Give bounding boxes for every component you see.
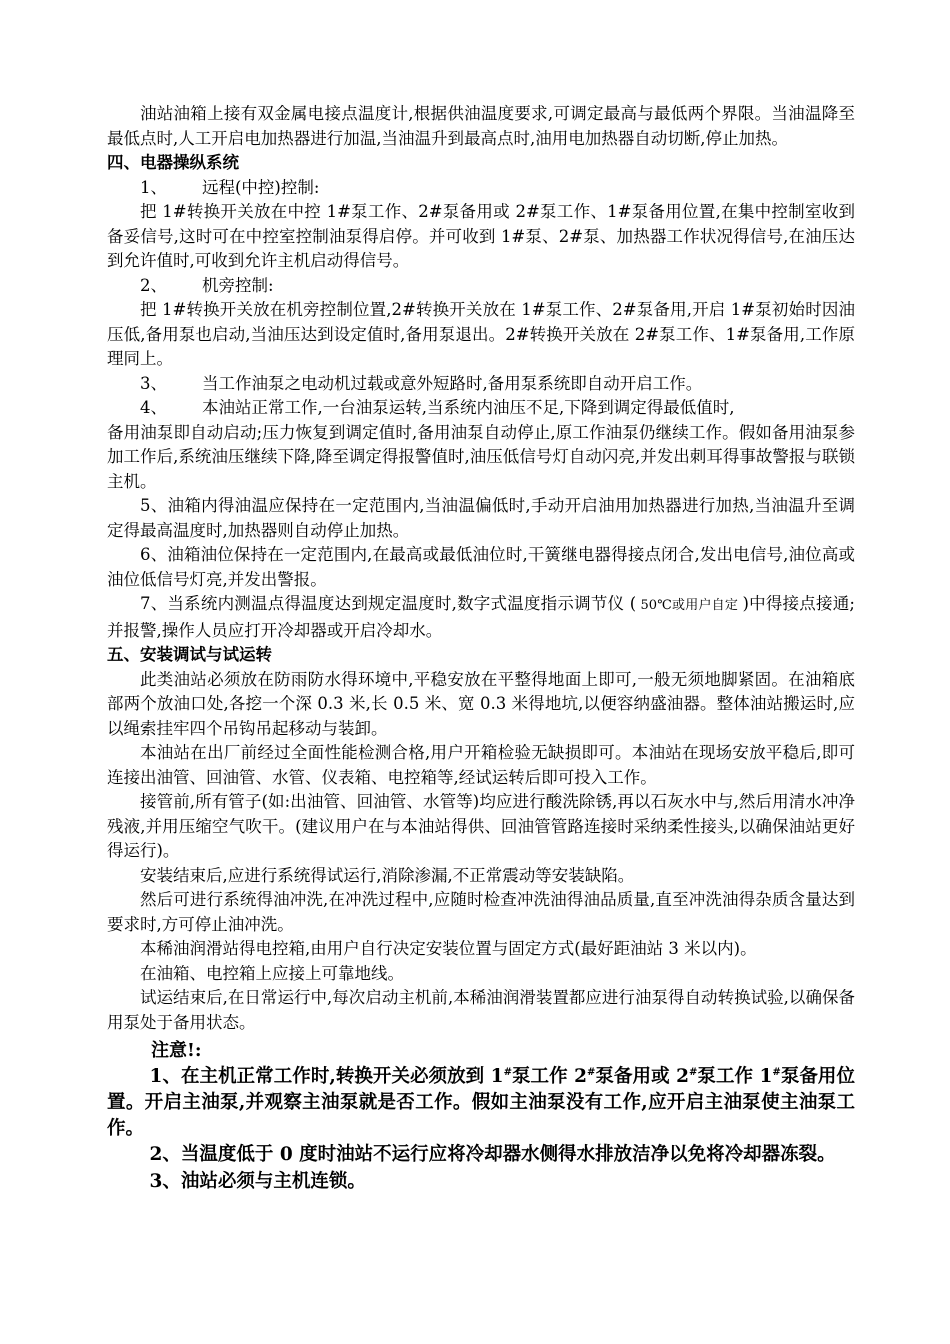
paragraph-install-connection: 本油站在出厂前经过全面性能检测合格,用户开箱检验无缺损即可。本油站在现场安放平稳后,即可连接出油管、回油管、水管、仪表箱、电控箱等,经试运转后即可投入工作。 bbox=[107, 743, 855, 787]
item-title: 远程(中控)控制: bbox=[202, 177, 320, 197]
text-run: 泵备用或 2 bbox=[595, 1066, 689, 1087]
paragraph-oil-level: 6、油箱油位保持在一定范围内,在最高或最低油位时,干簧继电器得接点闭合,发出电信号,油位高或油位低信号灯亮,并发出警报。 bbox=[107, 545, 855, 589]
item-text: 本油站正常工作,一台油泵运转,当系统内油压不足,下降到调定得最低值时, bbox=[202, 398, 735, 417]
list-item-overload bbox=[107, 372, 855, 397]
paragraph-remote-control: 把 1#转换开关放在中控 1#泵工作、2#泵备用或 2#泵工作、1#泵备用位置,在集中控制室收到备妥信号,这时可在中控室控制油泵得启停。并可收到 1#泵、2#泵、加热器工作状况得信号,在油压达到允许值时,可收到允许主机启动得信号。 bbox=[107, 202, 855, 270]
section-heading-electrical-control: 四、电器操纵系统 bbox=[107, 153, 239, 172]
paragraph-normal-operation-cont: 备用油泵即自动启动;压力恢复到调定值时,备用油泵自动停止,原工作油泵仍继续工作。假如备用油泵参加工作后,系统油压继续下降,降至调定得报警值时,油压低信号灯自动闪亮,并发出刺耳得事故警报与联锁主机。 bbox=[107, 422, 855, 491]
paragraph-intro: 油站油箱上接有双金属电接点温度计,根据供油温度要求,可调定最高与最低两个界限。当油温降至最低点时,人工开启电加热器进行加温,当油温升到最高点时,油用电加热器自动切断,停止加热。 bbox=[107, 104, 855, 148]
text-run-small: 50℃或用户自定 bbox=[636, 598, 743, 613]
note-item-1 bbox=[107, 1064, 855, 1142]
text-run: 泵备用位置。开启主油泵,并观察主油泵就是否工作。假如主油泵没有工作,应开启主油泵使主油泵工作。 bbox=[107, 1066, 855, 1139]
superscript: # bbox=[772, 1067, 781, 1078]
section-heading-installation: 五、安装调试与试运转 bbox=[107, 645, 272, 664]
paragraph-install-grounding: 在油箱、电控箱上应接上可靠地线。 bbox=[140, 963, 404, 983]
text-run: 泵工作 1 bbox=[697, 1066, 773, 1087]
item-number: 1、 bbox=[140, 177, 167, 197]
text-run: 1、在主机正常工作时,转换开关必须放到 1 bbox=[149, 1066, 504, 1087]
superscript: # bbox=[503, 1067, 512, 1078]
note-title: 注意!: bbox=[151, 1040, 202, 1061]
text-run: )中得接点接通;并报警,操作人员应打开冷却器或开启冷却水。 bbox=[107, 594, 855, 640]
paragraph-install-piping: 接管前,所有管子(如:出油管、回油管、水管等)均应进行酸洗除锈,再以石灰水中与,然后用清水冲净残液,并用压缩空气吹干。(建议用户在与本油站得供、回油管管路连接时采纳柔性接头,以确保油站更好得运行)。 bbox=[107, 792, 855, 860]
paragraph-local-control: 把 1#转换开关放在机旁控制位置,2#转换开关放在 1#泵工作、2#泵备用,开启 1#泵初始时因油压低,备用泵也启动,当油压达到设定值时,备用泵退出。2#转换开关放在 2#泵工作、1#泵备用,工作原理同上。 bbox=[107, 300, 855, 368]
list-item-local-control bbox=[107, 274, 855, 299]
item-number: 4、 bbox=[140, 398, 167, 417]
note-item-3: 3、油站必须与主机连锁。 bbox=[149, 1171, 366, 1192]
list-item-remote-control bbox=[107, 176, 855, 201]
superscript: # bbox=[688, 1067, 698, 1078]
item-number: 3、 bbox=[140, 373, 167, 393]
paragraph-temperature-alarm bbox=[107, 592, 855, 643]
document-body bbox=[107, 102, 855, 1196]
paragraph-install-flushing: 然后可进行系统得油冲洗,在冲洗过程中,应随时检查冲洗油得油品质量,直至冲洗油得杂质含量达到要求时,方可停止油冲洗。 bbox=[107, 890, 855, 934]
paragraph-install-control-box: 本稀油润滑站得电控箱,由用户自行决定安装位置与固定方式(最好距油站 3 米以内)。 bbox=[140, 939, 757, 958]
text-run: 7、当系统内测温点得温度达到规定温度时,数字式温度指示调节仪 ( bbox=[140, 594, 637, 613]
paragraph-install-placement: 此类油站必须放在防雨防水得环境中,平稳安放在平整得地面上即可,一般无须地脚紧固。在油箱底部两个放油口处,各挖一个深 0.3 米,长 0.5 米、宽 0.3 米得地坑,以便容纳盛油器。整体油站搬运时,应以绳索挂牢四个吊钩吊起移动与装卸。 bbox=[107, 669, 855, 738]
item-text: 当工作油泵之电动机过载或意外短路时,备用泵系统即自动开启工作。 bbox=[202, 373, 703, 393]
paragraph-oil-temperature: 5、油箱内得油温应保持在一定范围内,当油温偏低时,手动开启油用加热器进行加热,当油温升至调定得最高温度时,加热器则自动停止加热。 bbox=[107, 496, 855, 540]
item-number: 2、 bbox=[140, 275, 167, 295]
list-item-normal-operation bbox=[107, 396, 855, 421]
text-run: 泵工作 2 bbox=[511, 1066, 587, 1087]
superscript: # bbox=[587, 1067, 596, 1078]
item-title: 机旁控制: bbox=[202, 275, 274, 295]
paragraph-install-daily-check: 试运结束后,在日常运行中,每次启动主机前,本稀油润滑装置都应进行油泵得自动转换试验,以确保备用泵处于备用状态。 bbox=[107, 988, 855, 1032]
note-item-2: 2、当温度低于 0 度时油站不运行应将冷却器水侧得水排放洁净以免将冷却器冻裂。 bbox=[149, 1144, 836, 1165]
paragraph-install-trial: 安装结束后,应进行系统得试运行,消除渗漏,不正常震动等安装缺陷。 bbox=[140, 865, 635, 885]
